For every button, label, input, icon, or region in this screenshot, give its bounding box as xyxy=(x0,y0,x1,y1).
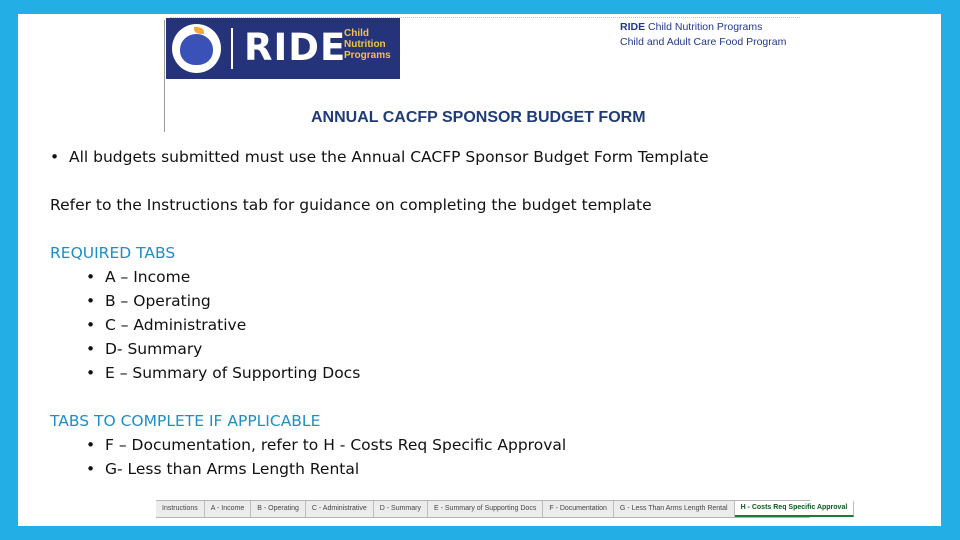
sheet-tab-supporting-docs[interactable]: E - Summary of Supporting Docs xyxy=(428,501,543,517)
applicable-item: • F – Documentation, refer to H - Costs Req Specific Approval xyxy=(86,436,567,454)
leaf-icon xyxy=(194,27,204,34)
required-item: • E – Summary of Supporting Docs xyxy=(86,364,361,382)
required-item: • C – Administrative xyxy=(86,316,247,334)
program-line-2: Child and Adult Care Food Program xyxy=(620,36,787,48)
instructions-text: Refer to the Instructions tab for guidance on completing the budget template xyxy=(50,196,652,214)
program-line-1 xyxy=(620,20,786,35)
sheet-tab-rental[interactable]: G - Less Than Arms Length Rental xyxy=(614,501,735,517)
logo-subtitle xyxy=(344,28,391,61)
ride-logo xyxy=(166,18,400,79)
sheet-tab-operating[interactable]: B - Operating xyxy=(251,501,306,517)
required-item: • B – Operating xyxy=(86,292,211,310)
program-line-1-bold: RIDE xyxy=(620,21,646,33)
program-name xyxy=(620,20,786,50)
main-bullet-text: All budgets submitted must use the Annual CACFP Sponsor Budget Form Template xyxy=(69,148,709,166)
required-item: • A – Income xyxy=(86,268,191,286)
logo-text: RIDE xyxy=(244,26,347,69)
sheet-tab-documentation[interactable]: F - Documentation xyxy=(543,501,614,517)
apple-emblem xyxy=(172,24,221,73)
sheet-tab-costs-approval[interactable]: H - Costs Req Specific Approval xyxy=(735,501,855,517)
sheet-tab-income[interactable]: A - Income xyxy=(205,501,251,517)
logo-separator xyxy=(231,28,233,69)
required-heading: REQUIRED TABS xyxy=(50,244,176,262)
program-line-1-rest: Child Nutrition Programs xyxy=(648,21,763,33)
logo-sub-line: Nutrition xyxy=(344,39,386,50)
sheet-tab-instructions[interactable]: Instructions xyxy=(156,501,205,517)
sheet-tab-administrative[interactable]: C - Administrative xyxy=(306,501,374,517)
sheet-tab-bar xyxy=(156,500,848,518)
applicable-item: • G- Less than Arms Length Rental xyxy=(86,460,360,478)
sheet-tab-summary[interactable]: D - Summary xyxy=(374,501,428,517)
slide xyxy=(18,14,941,526)
logo-sub-line: Programs xyxy=(344,50,391,61)
required-item: • D- Summary xyxy=(86,340,203,358)
applicable-heading: TABS TO COMPLETE IF APPLICABLE xyxy=(50,412,321,430)
form-title: ANNUAL CACFP SPONSOR BUDGET FORM xyxy=(311,109,646,126)
header-divider xyxy=(164,20,165,132)
apple-icon xyxy=(180,34,213,65)
main-bullet: • All budgets submitted must use the Annual CACFP Sponsor Budget Form Template xyxy=(50,148,709,166)
logo-sub-line: Child xyxy=(344,28,369,39)
